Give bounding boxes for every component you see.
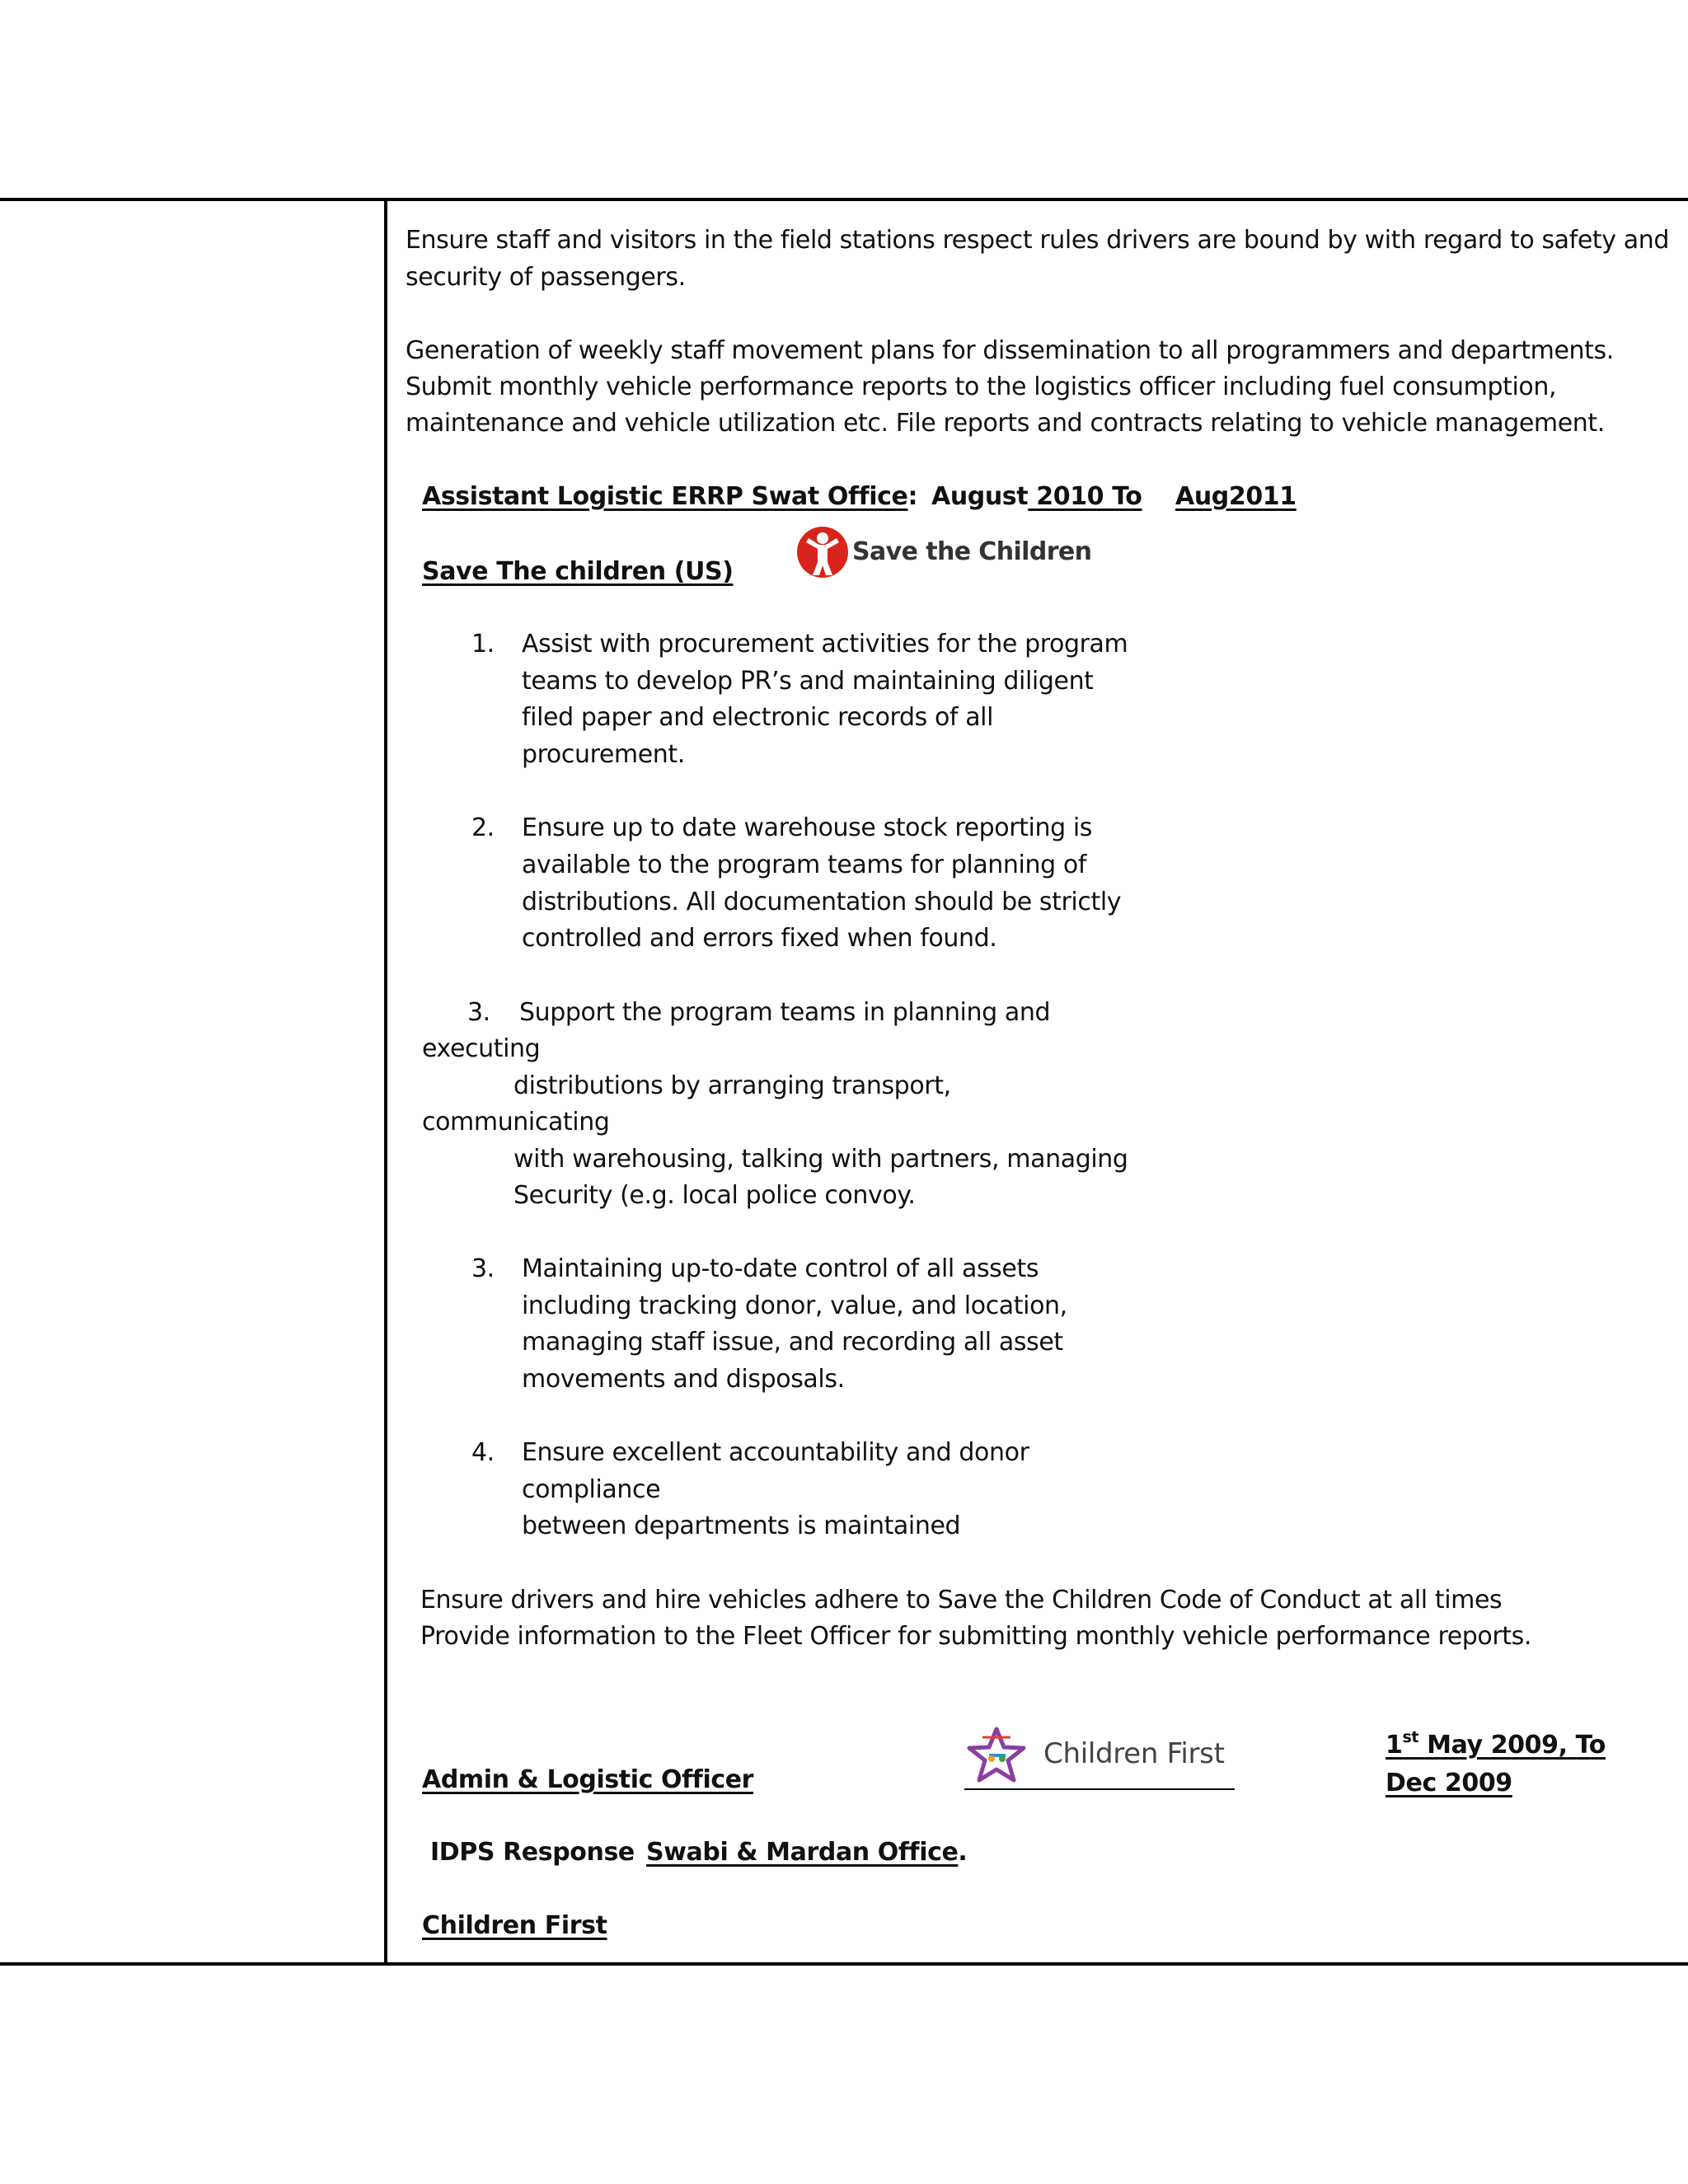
list-item-line: executing [422, 1034, 541, 1063]
list-number: 2. [471, 813, 495, 842]
list-item-line: movements and disposals. [522, 1365, 845, 1394]
position-title: Assistant Logistic ERRP Swat Office [422, 482, 908, 511]
star-icon [964, 1726, 1029, 1783]
position-start-date [1386, 1727, 1606, 1764]
intro-line: maintenance and vehicle utilization etc. File reports and contracts relating to vehicle management. [406, 409, 1605, 438]
save-the-children-logo-text: Save the Children [852, 537, 1092, 566]
date-to: Aug2011 [1175, 482, 1296, 511]
list-item-line: managing staff issue, and recording all asset [522, 1328, 1063, 1357]
list-item-line: distributions. All documentation should be strictly [522, 888, 1122, 916]
list-item-line: including tracking donor, value, and location, [522, 1291, 1067, 1320]
list-number: 4. [471, 1438, 495, 1467]
date-from: August [931, 482, 1029, 511]
office-period: . [958, 1838, 968, 1867]
date-day: 1 [1386, 1731, 1403, 1760]
list-item-line: teams to develop PR’s and maintaining diligent [522, 667, 1094, 696]
idps-response-label: IDPS Response [430, 1838, 635, 1867]
intro-line: Generation of weekly staff movement plans for dissemination to all programmers and departments. [406, 336, 1614, 365]
column-divider [384, 198, 387, 1966]
save-the-children-logo [795, 523, 1092, 582]
date-rest: May 2009, To [1418, 1731, 1606, 1760]
footer-line: Ensure drivers and hire vehicles adhere to Save the Children Code of Conduct at all times [420, 1586, 1503, 1615]
position-colon: : [907, 482, 918, 511]
list-item-line: Maintaining up-to-date control of all assets [522, 1254, 1039, 1283]
list-item-line: Security (e.g. local police convoy. [513, 1181, 916, 1210]
children-first-logo-text: Children First [1043, 1737, 1225, 1770]
list-number: 3. [467, 998, 490, 1027]
children-first-logo [964, 1726, 1236, 1792]
table-top-border [0, 198, 1688, 201]
intro-line: security of passengers. [406, 263, 686, 292]
list-item-line: procurement. [522, 740, 685, 769]
position-heading [422, 479, 917, 515]
list-number: 1. [471, 630, 495, 658]
child-figure-icon [795, 523, 851, 582]
intro-line: Submit monthly vehicle performance reports to the logistics officer including fuel consumption, [406, 373, 1557, 401]
position-end-date: Dec 2009 [1386, 1769, 1512, 1797]
organization-name: Save The children (US) [422, 557, 734, 586]
list-item-line: Assist with procurement activities for the program [522, 630, 1128, 658]
date-start [1386, 1728, 1606, 1760]
list-item-line: Ensure up to date warehouse stock reporting is [522, 813, 1093, 842]
list-item-line: distributions by arranging transport, [513, 1071, 951, 1100]
office-location [646, 1835, 967, 1871]
list-item-line: Ensure excellent accountability and donor [522, 1438, 1029, 1467]
list-item-line: filed paper and electronic records of all [522, 703, 994, 732]
footer-line: Provide information to the Fleet Officer for submitting monthly vehicle performance reports. [420, 1622, 1532, 1651]
list-item-line: available to the program teams for planning of [522, 851, 1086, 879]
organization-name: Children First [422, 1911, 607, 1940]
position-title: Admin & Logistic Officer [422, 1765, 754, 1794]
intro-line: Ensure staff and visitors in the field stations respect rules drivers are bound by with regard to safety and [406, 226, 1669, 255]
list-item-line: with warehousing, talking with partners, managing [513, 1145, 1128, 1174]
list-item-line: Support the program teams in planning and [519, 998, 1051, 1027]
date-mid: 2010 To [1028, 482, 1142, 511]
list-number: 3. [471, 1254, 495, 1283]
logo-underline [964, 1788, 1235, 1790]
list-item-line: between departments is maintained [522, 1511, 961, 1540]
list-item-line: controlled and errors fixed when found. [522, 924, 997, 953]
table-bottom-border [0, 1962, 1688, 1966]
date-suffix: st [1402, 1728, 1419, 1746]
list-item-line: compliance [522, 1475, 661, 1504]
office-name: Swabi & Mardan Office [646, 1838, 959, 1867]
list-item-line: communicating [422, 1108, 610, 1137]
position-dates [931, 479, 1142, 515]
